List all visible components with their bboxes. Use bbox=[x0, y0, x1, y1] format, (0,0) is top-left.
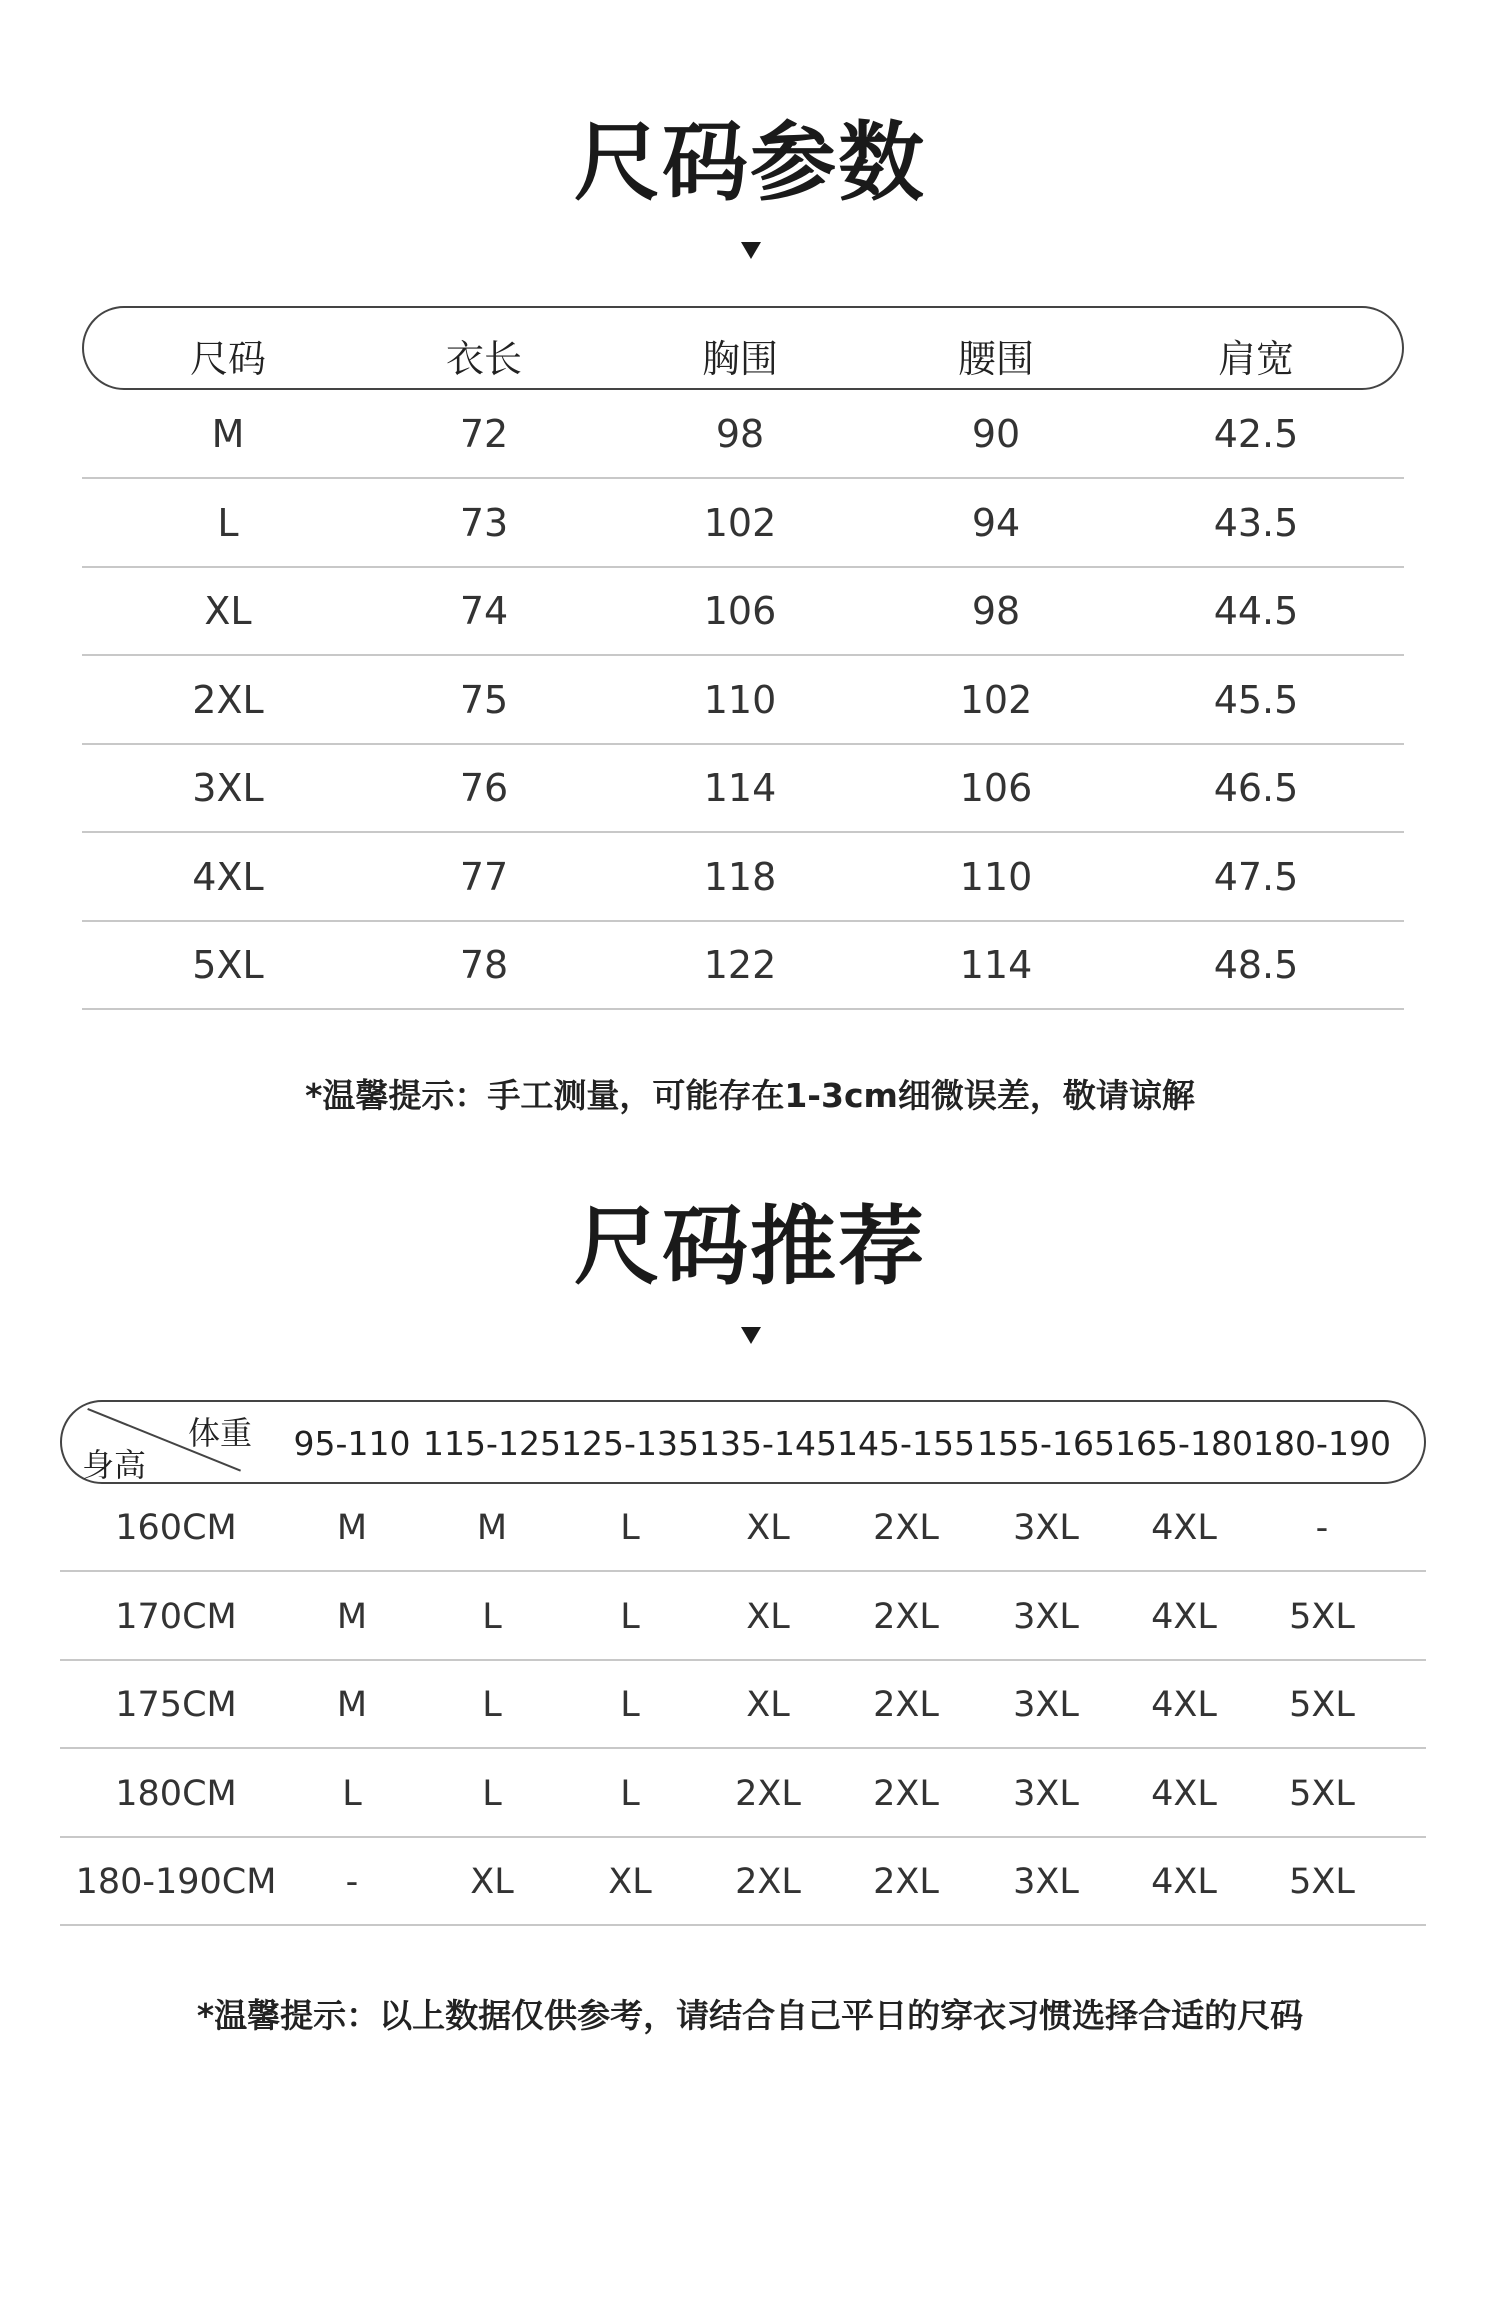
table-cell: 4XL bbox=[1151, 1596, 1217, 1637]
weight-column-header: 125-135 bbox=[561, 1424, 699, 1463]
table-cell: 3XL bbox=[1013, 1685, 1079, 1725]
height-row-label: 180CM bbox=[115, 1773, 237, 1814]
table-cell: 48.5 bbox=[1213, 943, 1299, 987]
table-cell: 5XL bbox=[1289, 1862, 1355, 1902]
table-cell: 2XL bbox=[873, 1685, 939, 1725]
table-cell: 114 bbox=[703, 766, 777, 810]
table-cell: M bbox=[211, 412, 245, 456]
column-header: 尺码 bbox=[189, 337, 267, 381]
weight-column-header: 180-190 bbox=[1253, 1424, 1391, 1463]
table-cell: 76 bbox=[459, 766, 509, 810]
table-cell: 46.5 bbox=[1213, 766, 1299, 810]
row-divider bbox=[82, 1008, 1404, 1010]
table-cell: 3XL bbox=[192, 766, 264, 810]
table-cell: 98 bbox=[971, 589, 1021, 633]
table-cell: L bbox=[620, 1596, 640, 1637]
table-cell: 43.5 bbox=[1213, 500, 1299, 545]
table-cell: M bbox=[476, 1508, 508, 1548]
table-cell: 4XL bbox=[1151, 1862, 1217, 1902]
table-cell: 2XL bbox=[192, 677, 264, 722]
table-cell: 4XL bbox=[192, 854, 264, 899]
table-cell: 4XL bbox=[1151, 1508, 1217, 1548]
weight-column-header: 135-145 bbox=[699, 1424, 837, 1463]
table-cell: 122 bbox=[703, 943, 777, 987]
table-cell: M bbox=[336, 1508, 368, 1548]
table-cell: 3XL bbox=[1013, 1508, 1079, 1548]
table-cell: L bbox=[482, 1685, 502, 1725]
table-cell: L bbox=[217, 500, 239, 545]
table-cell: 98 bbox=[715, 412, 765, 456]
table-cell: XL bbox=[746, 1685, 790, 1725]
weight-column-header: 95-110 bbox=[293, 1424, 411, 1463]
table-cell: 4XL bbox=[1151, 1773, 1217, 1814]
weight-column-header: 155-165 bbox=[977, 1424, 1115, 1463]
table-cell: 4XL bbox=[1151, 1685, 1217, 1725]
table-cell: 2XL bbox=[873, 1773, 939, 1814]
column-header: 衣长 bbox=[445, 337, 523, 381]
table-cell: 102 bbox=[703, 500, 777, 545]
table-cell: 90 bbox=[971, 412, 1021, 456]
table-cell: 106 bbox=[959, 766, 1033, 810]
table-cell: 74 bbox=[459, 589, 509, 633]
row-divider bbox=[82, 566, 1404, 568]
table-cell: 3XL bbox=[1013, 1773, 1079, 1814]
table-cell: 106 bbox=[703, 589, 777, 633]
row-divider bbox=[82, 477, 1404, 479]
table-cell: 72 bbox=[459, 412, 509, 456]
weight-column-header: 115-125 bbox=[423, 1424, 561, 1463]
arrow-down-icon bbox=[741, 242, 761, 259]
table-cell: 110 bbox=[703, 677, 777, 722]
table-cell: XL bbox=[470, 1862, 514, 1902]
table-cell: 5XL bbox=[1289, 1596, 1355, 1637]
table-cell: XL bbox=[746, 1508, 790, 1548]
row-divider bbox=[60, 1659, 1426, 1661]
table-cell: 5XL bbox=[1289, 1685, 1355, 1725]
table-cell: 94 bbox=[971, 500, 1021, 545]
height-row-label: 175CM bbox=[115, 1685, 237, 1725]
table-cell: XL bbox=[608, 1862, 652, 1902]
size-recommend-title: 尺码推荐 bbox=[574, 1197, 926, 1297]
table-cell: M bbox=[336, 1596, 368, 1637]
table-cell: M bbox=[336, 1685, 368, 1725]
table-cell: 2XL bbox=[735, 1862, 801, 1902]
table-cell: L bbox=[620, 1685, 640, 1725]
table-cell: - bbox=[1315, 1508, 1329, 1548]
table-cell: 42.5 bbox=[1213, 412, 1299, 456]
size-params-title: 尺码参数 bbox=[574, 113, 926, 213]
table-cell: L bbox=[482, 1596, 502, 1637]
height-row-label: 170CM bbox=[115, 1596, 237, 1637]
table-cell: 5XL bbox=[192, 943, 264, 987]
height-row-label: 180-190CM bbox=[75, 1862, 277, 1902]
table-cell: 118 bbox=[703, 854, 777, 899]
row-divider bbox=[82, 831, 1404, 833]
table-cell: 114 bbox=[959, 943, 1033, 987]
table-cell: 75 bbox=[459, 677, 509, 722]
table-cell: - bbox=[345, 1862, 359, 1902]
table-cell: 77 bbox=[459, 854, 509, 899]
table-cell: 3XL bbox=[1013, 1596, 1079, 1637]
row-divider bbox=[60, 1924, 1426, 1926]
arrow-down-icon bbox=[741, 1327, 761, 1344]
row-divider bbox=[60, 1836, 1426, 1838]
table-cell: 2XL bbox=[735, 1773, 801, 1814]
table-cell: 3XL bbox=[1013, 1862, 1079, 1902]
row-divider bbox=[60, 1570, 1426, 1572]
column-header: 胸围 bbox=[701, 337, 779, 381]
column-header: 腰围 bbox=[957, 337, 1035, 381]
table-cell: 2XL bbox=[873, 1596, 939, 1637]
row-divider bbox=[82, 920, 1404, 922]
row-divider bbox=[82, 654, 1404, 656]
table-cell: L bbox=[620, 1773, 640, 1814]
size-recommend-note: *温馨提示：以上数据仅供参考，请结合自己平日的穿衣习惯选择合适的尺码 bbox=[196, 1996, 1304, 2035]
column-header: 肩宽 bbox=[1217, 337, 1295, 381]
table-cell: 47.5 bbox=[1213, 854, 1299, 899]
table-cell: 2XL bbox=[873, 1862, 939, 1902]
table-cell: L bbox=[620, 1508, 640, 1548]
table-cell: 110 bbox=[959, 854, 1033, 899]
size-params-note: *温馨提示：手工测量，可能存在1-3cm细微误差，敬请谅解 bbox=[305, 1076, 1195, 1115]
table-cell: XL bbox=[204, 589, 252, 633]
table-cell: 44.5 bbox=[1213, 589, 1299, 633]
row-divider bbox=[82, 743, 1404, 745]
table-cell: 73 bbox=[459, 500, 509, 545]
corner-height-label: 身高 bbox=[82, 1446, 147, 1484]
table-cell: 2XL bbox=[873, 1508, 939, 1548]
table-cell: 102 bbox=[959, 677, 1033, 722]
row-divider bbox=[60, 1747, 1426, 1749]
table-cell: L bbox=[482, 1773, 502, 1814]
weight-column-header: 145-155 bbox=[837, 1424, 975, 1463]
table-cell: 45.5 bbox=[1213, 677, 1299, 722]
table-cell: XL bbox=[746, 1596, 790, 1637]
weight-column-header: 165-180 bbox=[1115, 1424, 1253, 1463]
corner-weight-label: 体重 bbox=[188, 1414, 253, 1452]
table-cell: 5XL bbox=[1289, 1773, 1355, 1814]
table-cell: 78 bbox=[459, 943, 509, 987]
table-cell: L bbox=[342, 1773, 362, 1814]
height-row-label: 160CM bbox=[115, 1508, 237, 1548]
